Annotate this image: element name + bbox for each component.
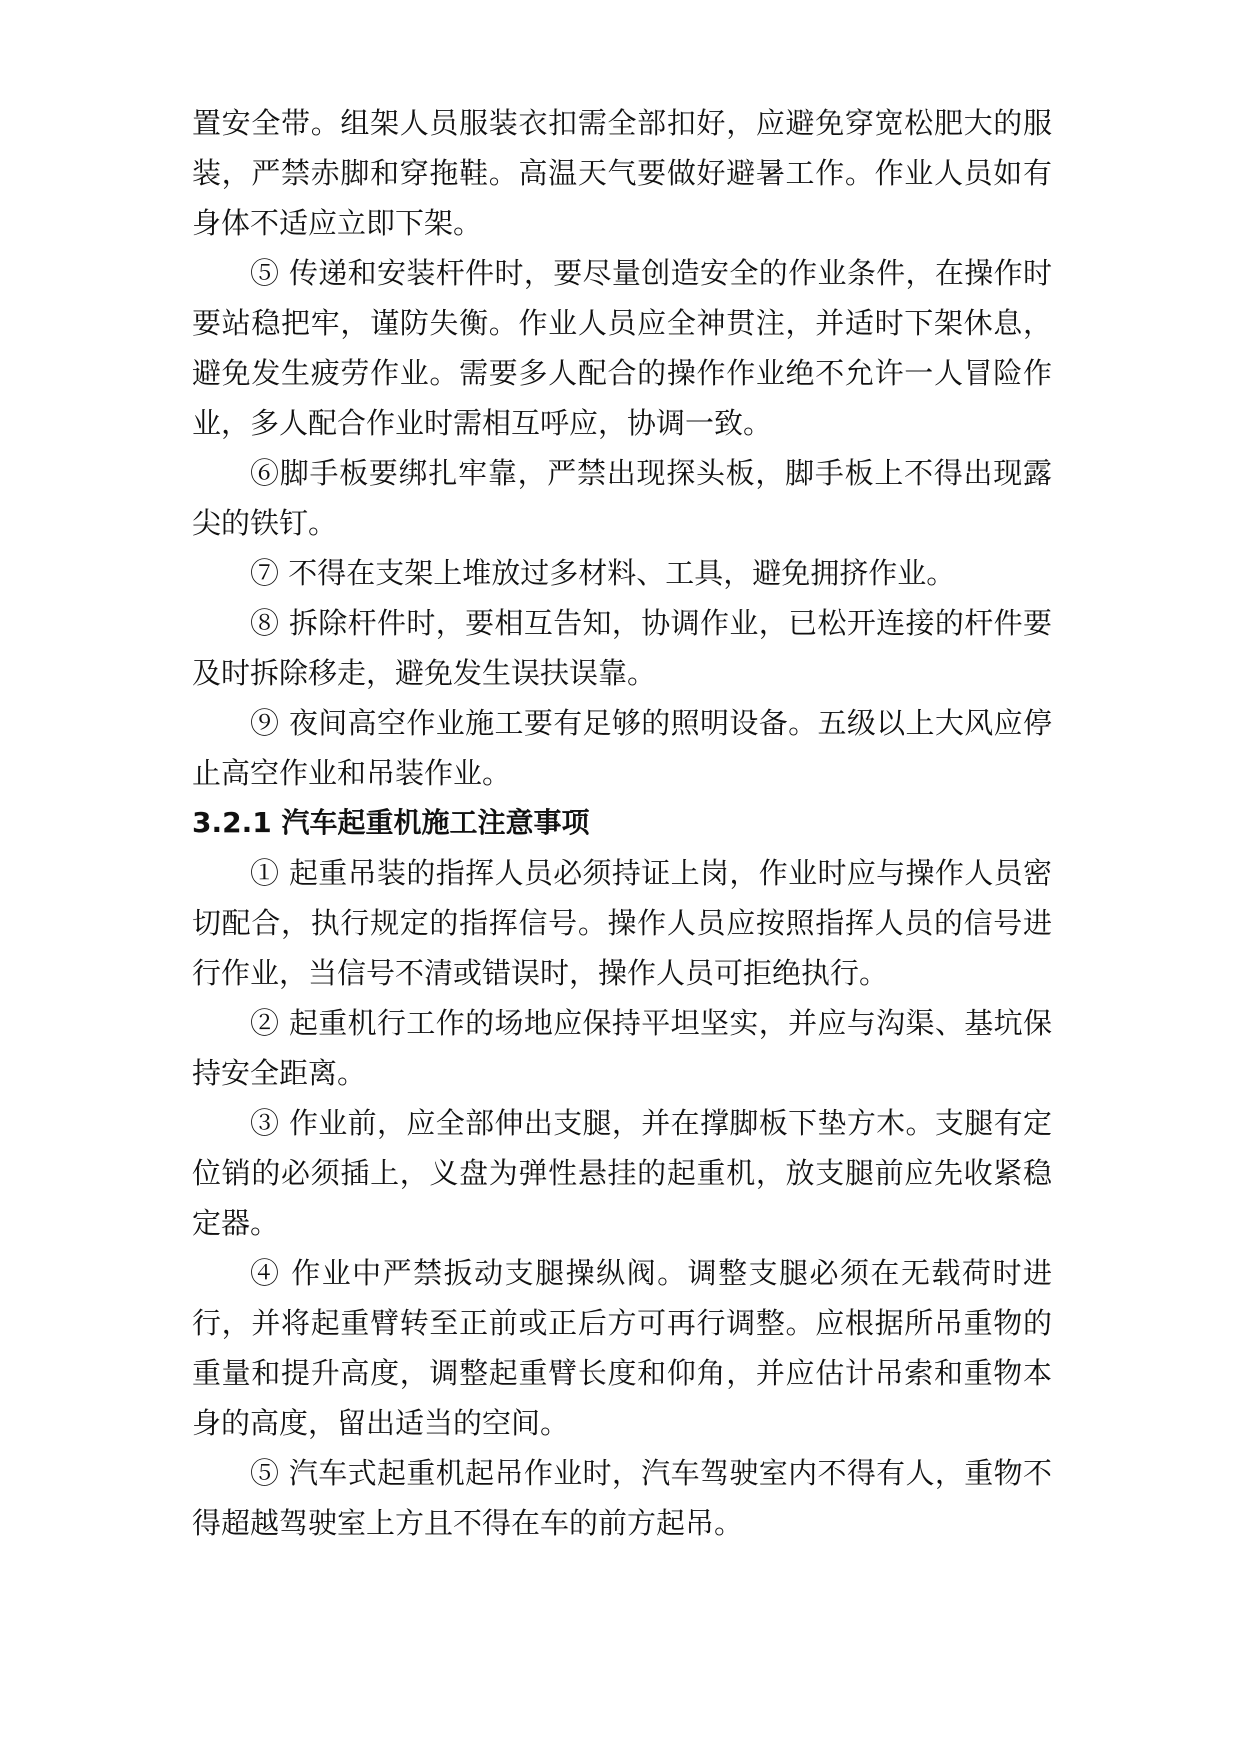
document-page bbox=[192, 98, 1052, 1548]
paragraph-item-7: ⑦ 不得在支架上堆放过多材料、工具，避免拥挤作业。 bbox=[250, 556, 956, 590]
crane-paragraph-4: ④ 作业中严禁扳动支腿操纵阀。调整支腿必须在无载荷时进行，并将起重臂转至正前或正后方可再行调整。应根据所吊重物的重量和提升高度，调整起重臂长度和仰角，并应估计吊索和重物本身的高度，留出适当的空间。 bbox=[192, 1256, 1052, 1440]
crane-paragraph-3: ③ 作业前，应全部伸出支腿，并在撑脚板下垫方木。支腿有定位销的必须插上，义盘为弹性悬挂的起重机，放支腿前应先收紧稳定器。 bbox=[192, 1106, 1052, 1240]
paragraph-item-5: ⑤ 传递和安装杆件时，要尽量创造安全的作业条件，在操作时要站稳把牢，谨防失衡。作业人员应全神贯注，并适时下架休息，避免发生疲劳作业。需要多人配合的操作作业绝不允许一人冒险作业，多人配合作业时需相互呼应，协调一致。 bbox=[192, 256, 1052, 440]
paragraph-item-6: ⑥脚手板要绑扎牢靠，严禁出现探头板，脚手板上不得出现露尖的铁钉。 bbox=[192, 456, 1052, 540]
section-heading: 3.2.1 汽车起重机施工注意事项 bbox=[192, 806, 590, 839]
paragraph-continuation: 置安全带。组架人员服装衣扣需全部扣好，应避免穿宽松肥大的服装，严禁赤脚和穿拖鞋。高温天气要做好避暑工作。作业人员如有身体不适应立即下架。 bbox=[192, 106, 1052, 240]
crane-paragraph-1: ① 起重吊装的指挥人员必须持证上岗，作业时应与操作人员密切配合，执行规定的指挥信号。操作人员应按照指挥人员的信号进行作业，当信号不清或错误时，操作人员可拒绝执行。 bbox=[192, 856, 1052, 990]
paragraph-item-8: ⑧ 拆除杆件时，要相互告知，协调作业，已松开连接的杆件要及时拆除移走，避免发生误扶误靠。 bbox=[192, 606, 1052, 690]
crane-paragraph-5: ⑤ 汽车式起重机起吊作业时，汽车驾驶室内不得有人，重物不得超越驾驶室上方且不得在车的前方起吊。 bbox=[192, 1456, 1052, 1540]
paragraph-item-9: ⑨ 夜间高空作业施工要有足够的照明设备。五级以上大风应停止高空作业和吊装作业。 bbox=[192, 706, 1052, 790]
crane-paragraph-2: ② 起重机行工作的场地应保持平坦坚实，并应与沟渠、基坑保持安全距离。 bbox=[192, 1006, 1052, 1090]
